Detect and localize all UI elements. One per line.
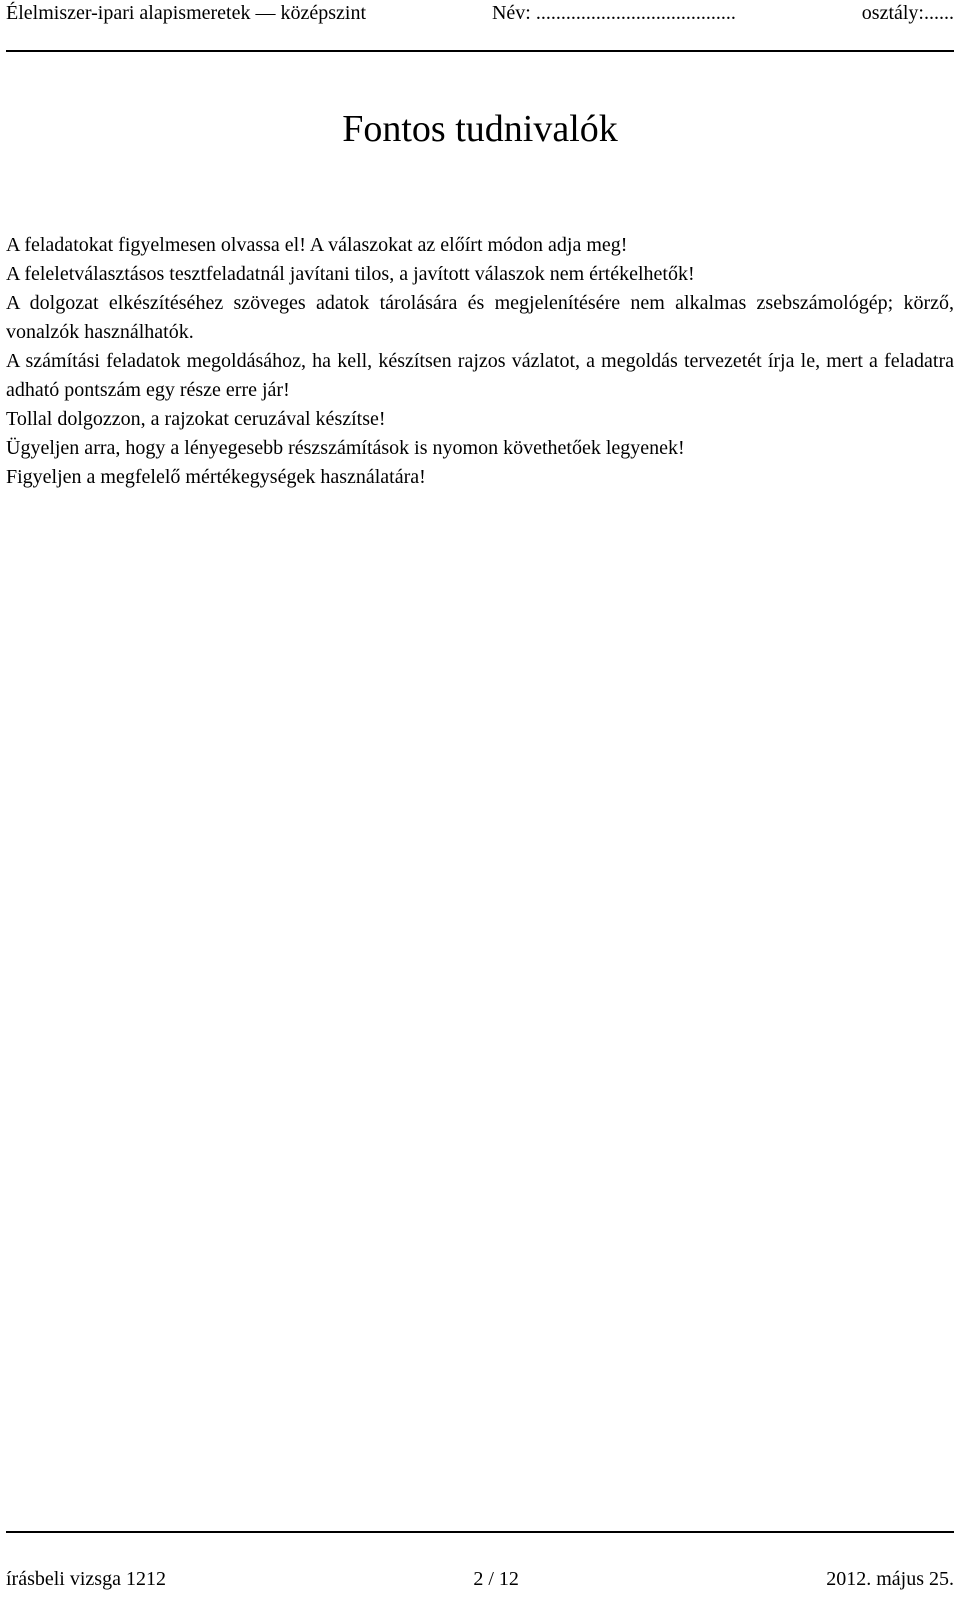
page-header [6,2,954,32]
page-title: Fontos tudnivalók [342,108,618,150]
instructions-body [6,231,954,492]
instruction-paragraph: Tollal dolgozzon, a rajzokat ceruzával készítse! [6,408,386,430]
header-class-field: osztály:...... [861,2,954,24]
instruction-paragraph: A dolgozat elkészítéséhez szöveges adatok tárolására és megjelenítésére nem alkalmas zsebszámológép; körző, vonalzók használhatók. [6,292,954,343]
page-footer [6,1568,954,1598]
footer-date: 2012. május 25. [826,1568,954,1590]
instruction-paragraph: A feleletválasztásos tesztfeladatnál javítani tilos, a javított válaszok nem értékelhetők! [6,263,695,285]
instruction-paragraph: Ügyeljen arra, hogy a lényegesebb részszámítások is nyomon követhetőek legyenek! [6,437,685,459]
footer-exam-label: írásbeli vizsga 1212 [6,1568,166,1590]
footer-page-number: 2 / 12 [473,1568,519,1590]
header-divider [6,50,954,52]
instruction-paragraph: Figyeljen a megfelelő mértékegységek használatára! [6,466,426,488]
footer-divider [6,1531,954,1533]
instruction-paragraph: A számítási feladatok megoldásához, ha kell, készítsen rajzos vázlatot, a megoldás tervezetét írja le, mert a feladatra adható pontszám egy része erre jár! [6,350,954,401]
instruction-paragraph: A feladatokat figyelmesen olvassa el! A válaszokat az előírt módon adja meg! [6,234,628,256]
header-subject: Élelmiszer-ipari alapismeretek — középszint [6,2,367,24]
header-name-field: Név: ........................................ [491,2,736,24]
